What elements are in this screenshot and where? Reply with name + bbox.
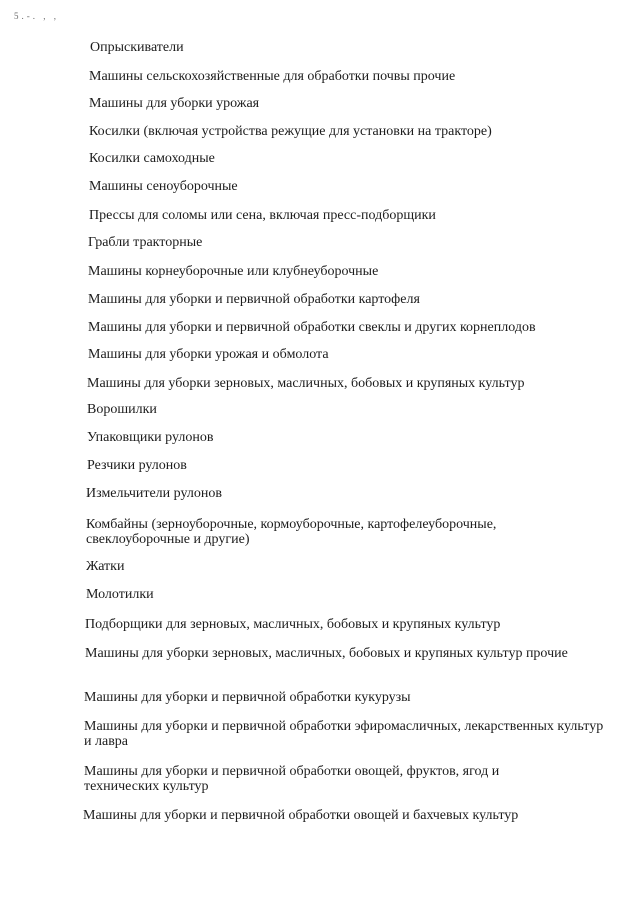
list-item: Машины для уборки и первичной обработки кукурузы	[84, 690, 411, 705]
list-item: Машины для уборки урожая и обмолота	[88, 347, 329, 362]
list-item: Грабли тракторные	[88, 235, 203, 250]
list-item: Машины для уборки зерновых, масличных, бобовых и крупяных культур	[87, 376, 525, 391]
list-item: Машины для уборки зерновых, масличных, бобовых и крупяных культур прочие	[85, 646, 568, 661]
list-item: Машины для уборки урожая	[89, 96, 260, 111]
list-item: Машины сеноуборочные	[89, 179, 238, 194]
list-item: Молотилки	[86, 587, 154, 602]
list-item: Машины для уборки и первичной обработки картофеля	[88, 292, 420, 307]
list-item: Опрыскиватели	[90, 40, 184, 55]
corner-mark: 5.-. , ,	[14, 11, 59, 21]
list-item: Машины корнеуборочные или клубнеуборочные	[88, 264, 379, 279]
list-item: Прессы для соломы или сена, включая пресс-подборщики	[89, 208, 436, 223]
list-item: Машины для уборки и первичной обработки овощей, фруктов, ягод и технических культур	[84, 764, 500, 794]
list-item: Жатки	[86, 559, 125, 574]
list-item: Измельчители рулонов	[86, 486, 222, 501]
list-item: Комбайны (зерноуборочные, кормоуборочные, картофелеуборочные, свеклоуборочные и другие)	[86, 517, 497, 547]
list-item: Машины для уборки и первичной обработки эфиромасличных, лекарственных культур и лавра	[84, 719, 604, 749]
list-item: Машины сельскохозяйственные для обработки почвы прочие	[89, 69, 456, 84]
list-item: Подборщики для зерновых, масличных, бобовых и крупяных культур	[85, 617, 501, 632]
list-item: Машины для уборки и первичной обработки овощей и бахчевых культур	[83, 808, 519, 823]
list-item: Косилки (включая устройства режущие для установки на тракторе)	[89, 124, 492, 139]
list-item: Упаковщики рулонов	[87, 430, 214, 445]
list-item: Косилки самоходные	[89, 151, 215, 166]
list-item: Машины для уборки и первичной обработки свеклы и других корнеплодов	[88, 320, 536, 335]
list-item: Резчики рулонов	[87, 458, 187, 473]
list-item: Ворошилки	[87, 402, 157, 417]
